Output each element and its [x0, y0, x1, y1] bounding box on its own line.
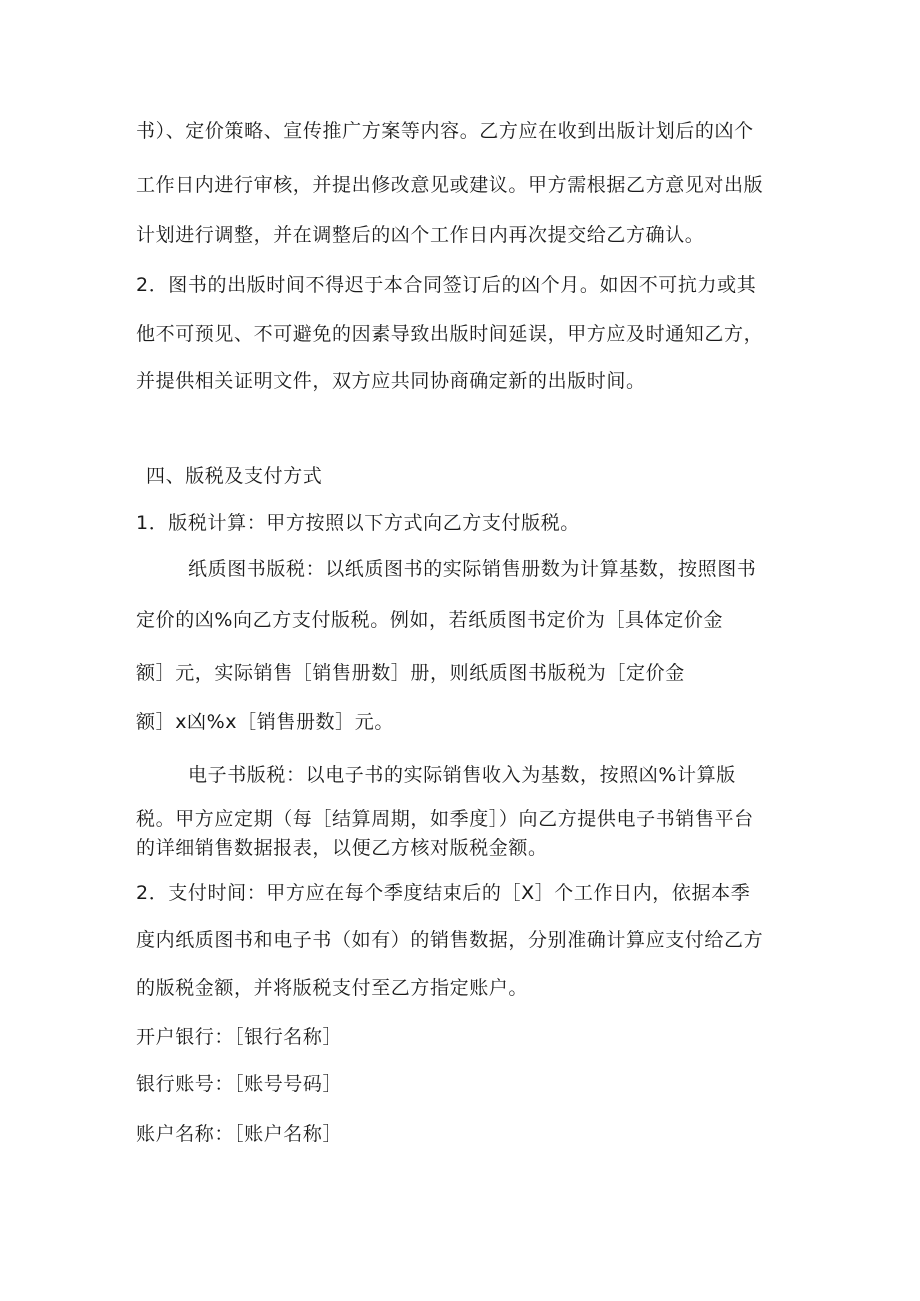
account-name-field: 账户名称：［账户名称］ [136, 1123, 343, 1145]
text-line: 计划进行调整，并在调整后的凶个工作日内再次提交给乙方确认。 [136, 224, 705, 246]
account-number-field: 银行账号：［账号号码］ [136, 1073, 343, 1095]
text-line: 税。甲方应定期（每［结算周期，如季度］）向乙方提供电子书销售平台 [136, 808, 754, 830]
text-line: 的版税金额，并将版税支付至乙方指定账户。 [136, 977, 529, 999]
text-line: 2．图书的出版时间不得迟于本合同签订后的凶个月。如因不可抗力或其 [136, 274, 757, 296]
text-line: 额］元，实际销售［销售册数］册，则纸质图书版税为［定价金 [136, 662, 685, 684]
text-line: 工作日内进行审核，并提出修改意见或建议。甲方需根据乙方意见对出版 [136, 174, 764, 196]
section-heading: 四、版税及支付方式 [146, 465, 323, 487]
text-line: 纸质图书版税：以纸质图书的实际销售册数为计算基数，按照图书 [188, 558, 757, 580]
text-line: 书）、定价策略、宣传推广方案等内容。乙方应在收到出版计划后的凶个 [136, 120, 754, 142]
text-line: 电子书版税：以电子书的实际销售收入为基数，按照凶%计算版 [188, 764, 736, 786]
text-line: 定价的凶%向乙方支付版税。例如，若纸质图书定价为［具体定价金 [136, 609, 724, 631]
bank-name-field: 开户银行：［银行名称］ [136, 1026, 343, 1048]
text-line: 他不可预见、不可避免的因素导致出版时间延误，甲方应及时通知乙方， [136, 323, 764, 345]
royalty-calculation-item: 1．版税计算：甲方按照以下方式向乙方支付版税。 [136, 512, 580, 534]
text-line: 的详细销售数据报表，以便乙方核对版税金额。 [136, 837, 548, 859]
text-line: 度内纸质图书和电子书（如有）的销售数据，分别准确计算应支付给乙方 [136, 929, 764, 951]
text-line: 2．支付时间：甲方应在每个季度结束后的［X］个工作日内，依据本季 [136, 882, 751, 904]
text-line: 并提供相关证明文件，双方应共同协商确定新的出版时间。 [136, 370, 646, 392]
text-line: 额］x凶%x［销售册数］元。 [136, 711, 394, 733]
